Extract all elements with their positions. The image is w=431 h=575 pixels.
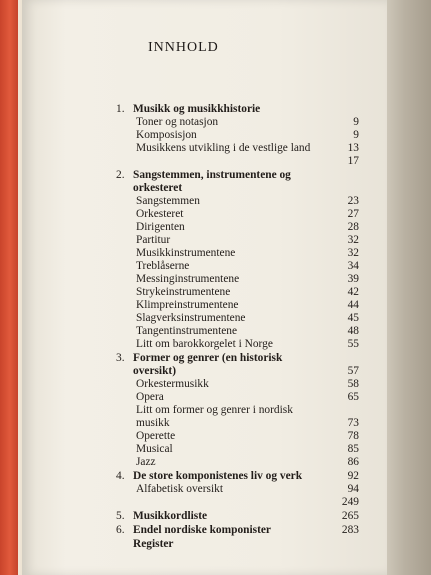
toc-entry <box>108 430 363 443</box>
chapter-number: 4. <box>116 470 125 482</box>
page-number: 42 <box>347 286 359 298</box>
page-number: 283 <box>341 524 359 536</box>
entry-title: Litt om barokkorgelet i Norge <box>136 338 273 350</box>
page-number: 23 <box>347 195 359 207</box>
toc-entry <box>108 129 363 142</box>
entry-title: Sangstemmen <box>136 195 200 207</box>
toc-entry <box>108 496 363 509</box>
toc-chapter <box>108 169 363 195</box>
toc-entry <box>108 338 363 351</box>
entry-title: Register <box>133 538 174 550</box>
chapter-number: 6. <box>116 524 125 536</box>
page-number: 73 <box>347 417 359 429</box>
entry-title: Musikkens utvikling i de vestlige land <box>136 142 311 154</box>
page-number: 65 <box>347 391 359 403</box>
table-of-contents <box>108 102 363 551</box>
entry-title: Orkestermusikk <box>136 378 209 390</box>
page-number: 86 <box>347 456 359 468</box>
page-number: 9 <box>353 116 359 128</box>
toc-entry <box>108 155 363 168</box>
toc-entry <box>108 116 363 129</box>
toc-entry <box>108 208 363 221</box>
page-number: 85 <box>347 443 359 455</box>
entry-title: Klimpreinstrumentene <box>136 299 239 311</box>
toc-entry <box>108 443 363 456</box>
page-number: 27 <box>347 208 359 220</box>
page-number: 32 <box>347 247 359 259</box>
entry-title: Sangstemmen, instrumentene og orkesteret <box>133 169 291 194</box>
toc-entry <box>108 221 363 234</box>
toc-entry <box>108 234 363 247</box>
toc-entry <box>108 260 363 273</box>
page-number: 94 <box>347 483 359 495</box>
entry-title: Musical <box>136 443 173 455</box>
toc-entry <box>108 299 363 312</box>
page-number: 17 <box>347 155 359 167</box>
entry-title: Messinginstrumentene <box>136 273 240 285</box>
toc-chapter <box>108 538 363 551</box>
toc-chapter <box>108 510 363 523</box>
page-number: 48 <box>347 325 359 337</box>
page-number: 32 <box>347 234 359 246</box>
page-number: 39 <box>347 273 359 285</box>
toc-entry <box>108 142 363 155</box>
entry-title: Musikkordliste <box>133 510 208 522</box>
toc-entry <box>108 391 363 404</box>
toc-entry <box>108 456 363 469</box>
entry-title: Treblåserne <box>136 260 190 272</box>
entry-title: Orkesteret <box>136 208 184 220</box>
page-number: 44 <box>347 299 359 311</box>
entry-title: Operette <box>136 430 176 442</box>
page-number: 249 <box>341 496 359 508</box>
entry-title: Opera <box>136 391 164 403</box>
entry-title <box>136 496 363 509</box>
entry-title: Dirigenten <box>136 221 185 233</box>
chapter-number: 1. <box>116 103 125 115</box>
page-title: INNHOLD <box>148 40 219 55</box>
entry-title: Endel nordiske komponister <box>133 524 271 536</box>
page-number: 34 <box>347 260 359 272</box>
toc-entry <box>108 312 363 325</box>
entry-title: Tangentinstrumentene <box>136 325 238 337</box>
page-number: 265 <box>341 510 359 522</box>
entry-title: Slagverksinstrumentene <box>136 312 246 324</box>
page-edge-shadow <box>387 0 431 575</box>
toc-entry <box>108 483 363 496</box>
toc-entry <box>108 378 363 391</box>
page-number: 58 <box>347 378 359 390</box>
toc-entry <box>108 286 363 299</box>
toc-entry <box>108 195 363 208</box>
toc-chapter <box>108 103 363 116</box>
page-number: 45 <box>347 312 359 324</box>
entry-title: Partitur <box>136 234 171 246</box>
entry-title: Toner og notasjon <box>136 116 219 128</box>
page-number: 9 <box>353 129 359 141</box>
entry-title: Alfabetisk oversikt <box>136 483 223 495</box>
entry-title: Jazz <box>136 456 156 468</box>
entry-title <box>136 155 363 168</box>
toc-entry <box>108 273 363 286</box>
entry-title: De store komponistenes liv og verk <box>133 470 303 482</box>
toc-chapter <box>108 352 363 378</box>
entry-title: Litt om former og genrer i nordisk musikk <box>136 404 293 429</box>
toc-chapter <box>108 470 363 483</box>
entry-title: Musikk og musikkhistorie <box>133 103 261 115</box>
page-number: 57 <box>347 365 359 377</box>
entry-title: Komposisjon <box>136 129 197 141</box>
page-number: 13 <box>347 142 359 154</box>
entry-title: Former og genrer (en historisk oversikt) <box>133 352 283 377</box>
page-number: 28 <box>347 221 359 233</box>
toc-entry <box>108 325 363 338</box>
page-number: 78 <box>347 430 359 442</box>
page-number: 92 <box>347 470 359 482</box>
chapter-number: 3. <box>116 352 125 364</box>
chapter-number: 5. <box>116 510 125 522</box>
page-number: 55 <box>347 338 359 350</box>
toc-entry <box>108 247 363 260</box>
chapter-number: 2. <box>116 169 125 181</box>
toc-chapter <box>108 524 363 537</box>
entry-title: Strykeinstrumentene <box>136 286 231 298</box>
toc-entry <box>108 404 363 430</box>
entry-title: Musikkinstrumentene <box>136 247 236 259</box>
